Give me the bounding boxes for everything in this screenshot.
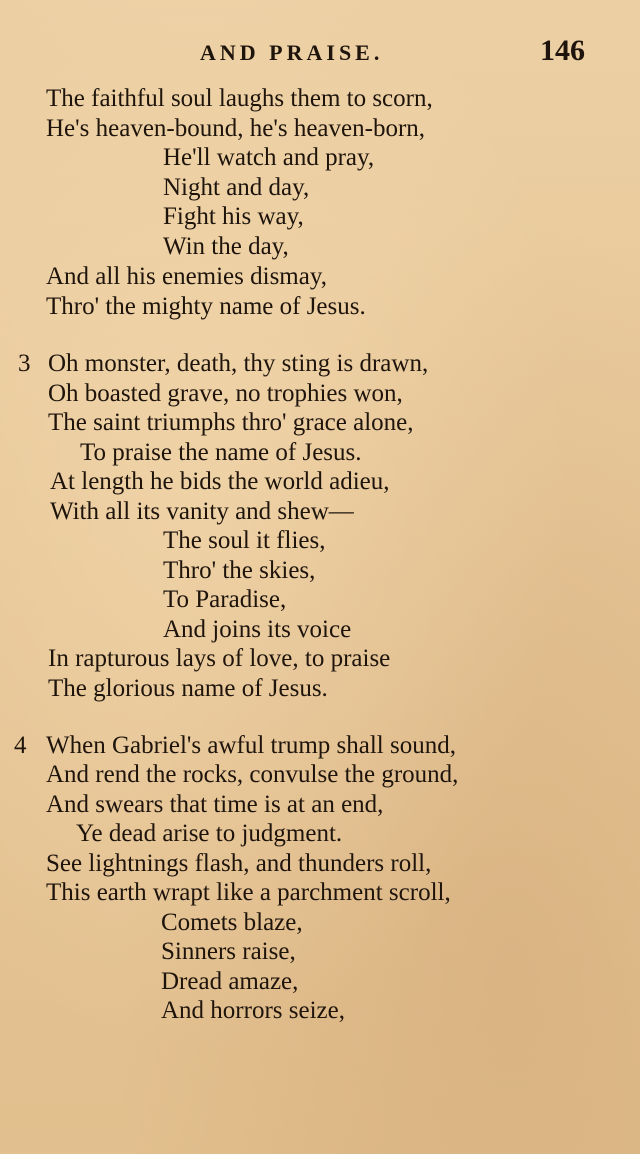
verse-line: In rapturous lays of love, to praise — [48, 645, 391, 672]
verse-line: Thro' the mighty name of Jesus. — [46, 293, 366, 320]
running-title: AND PRAISE. — [200, 40, 384, 65]
verse-line: See lightnings flash, and thunders roll, — [46, 850, 432, 877]
verse-line: He'll watch and pray, — [163, 144, 375, 171]
verse-line: Dread amaze, — [161, 968, 299, 995]
verse-line: This earth wrapt like a parchment scroll, — [46, 879, 451, 906]
verse-line: To praise the name of Jesus. — [80, 439, 362, 466]
verse-line: When Gabriel's awful trump shall sound, — [46, 732, 456, 759]
verse-line: The glorious name of Jesus. — [48, 675, 328, 702]
verse-line: Comets blaze, — [161, 909, 303, 936]
verse-line: He's heaven-bound, he's heaven-born, — [46, 115, 426, 142]
verse-line: With all its vanity and shew— — [50, 498, 354, 525]
verse-line: The saint triumphs thro' grace alone, — [48, 409, 414, 436]
verse-number: 4 — [14, 732, 27, 759]
verse-line: Oh monster, death, thy sting is drawn, — [48, 350, 429, 377]
verse-line: Fight his way, — [163, 203, 304, 230]
verse-line: And swears that time is at an end, — [46, 791, 384, 818]
verse-line: The faithful soul laughs them to scorn, — [46, 85, 433, 112]
verse-line: And horrors seize, — [161, 997, 345, 1024]
verse-line: Ye dead arise to judgment. — [76, 820, 343, 847]
verse-line: The soul it flies, — [163, 527, 326, 554]
verse-line: And rend the rocks, convulse the ground, — [46, 761, 459, 788]
verse-line: Thro' the skies, — [163, 557, 316, 584]
page-number: 146 — [540, 34, 585, 67]
verse-line: Win the day, — [163, 233, 289, 260]
verse-line: Sinners raise, — [161, 938, 296, 965]
verse-line: To Paradise, — [163, 586, 287, 613]
verse-line: Night and day, — [163, 174, 310, 201]
verse-number: 3 — [18, 350, 31, 377]
verse-line: Oh boasted grave, no trophies won, — [48, 380, 403, 407]
verse-line: And all his enemies dismay, — [46, 263, 327, 290]
verse-line: At length he bids the world adieu, — [50, 468, 390, 495]
verse-line: And joins its voice — [163, 616, 352, 643]
